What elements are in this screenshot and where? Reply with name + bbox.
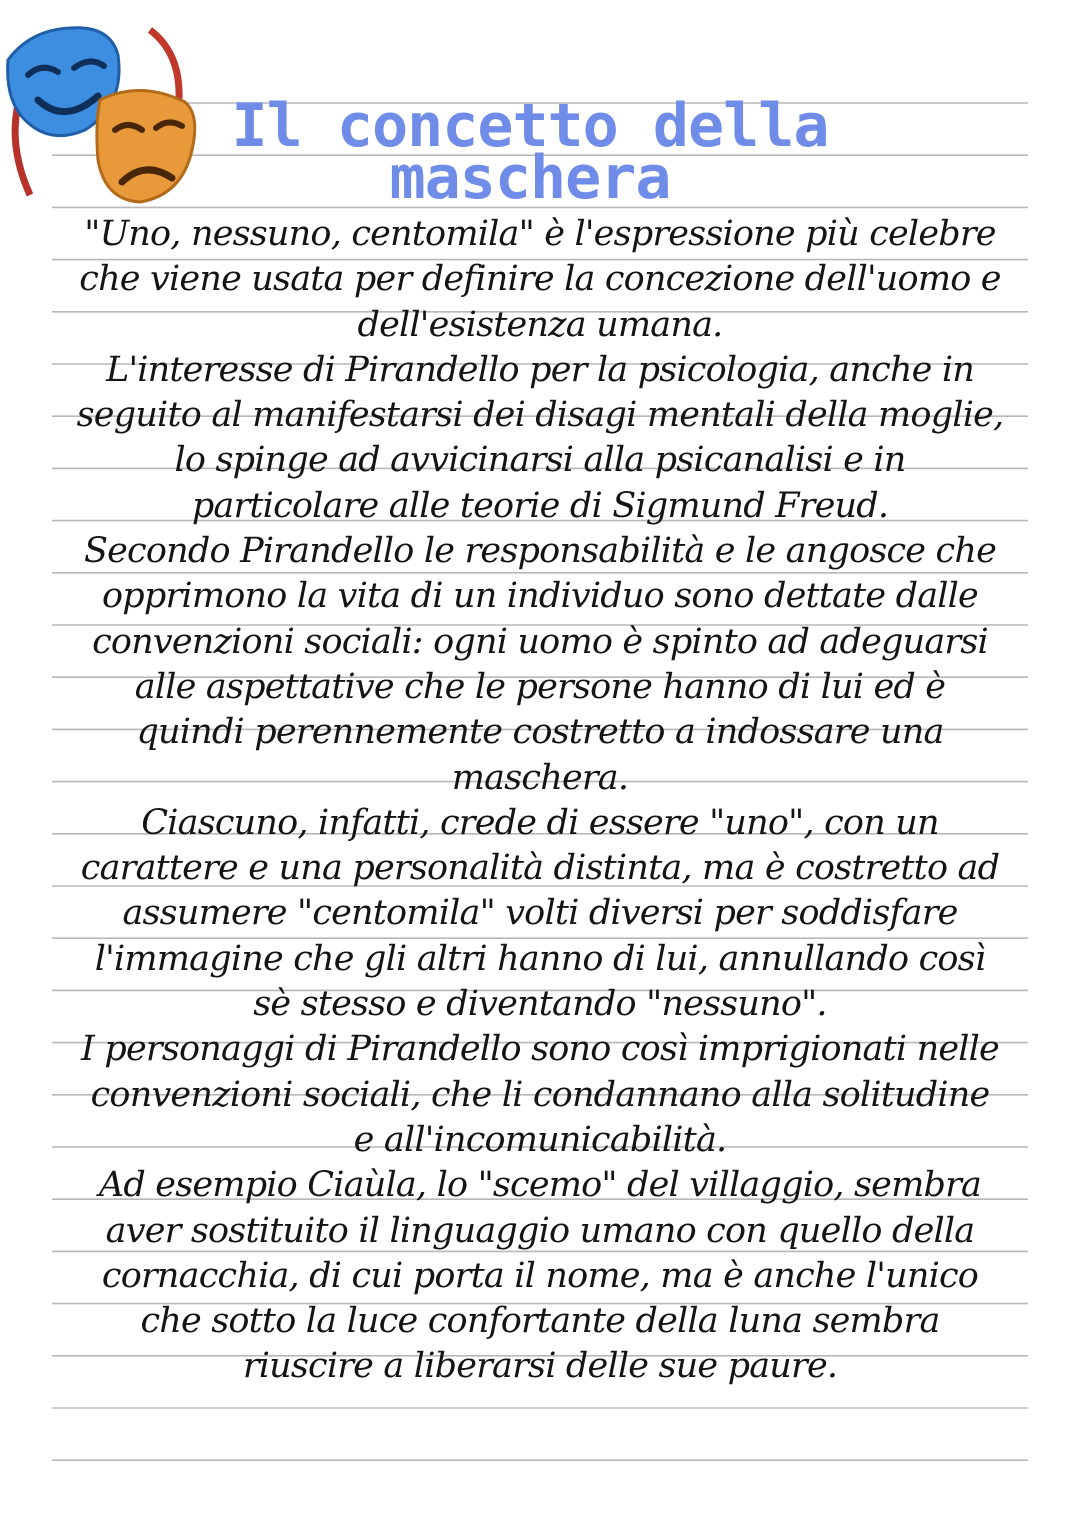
text-line: dell'esistenza umana.: [357, 304, 723, 345]
text-line: particolare alle teorie di Sigmund Freud.: [191, 485, 889, 526]
text-line: opprimono la vita di un individuo sono dettate dalle: [102, 576, 978, 617]
text-line: Ad esempio Ciaùla, lo "scemo" del villaggio, sembra: [98, 1165, 982, 1206]
text-line: cornacchia, di cui porta il nome, ma è anche l'unico: [101, 1255, 979, 1296]
text-line: riuscire a liberarsi delle sue paure.: [242, 1346, 838, 1387]
text-line: Secondo Pirandello le responsabilità e le angosce che: [83, 531, 997, 572]
text-line: alle aspettative che le persone hanno di lui ed è: [134, 666, 946, 707]
title-line-1: Il concetto della: [231, 91, 829, 161]
page-title: [170, 91, 890, 213]
text-line: e all'incomunicabilità.: [353, 1119, 727, 1160]
text-line: aver sostituito il linguaggio umano con quello della: [105, 1210, 975, 1251]
text-line: lo spinge ad avvicinarsi alla psicanalisi e in: [174, 440, 906, 481]
text-line: che viene usata per definire la concezione dell'uomo e: [79, 259, 1001, 300]
text-line: I personaggi di Pirandello sono così imprigionati nelle: [81, 1029, 999, 1070]
text-line: L'interesse di Pirandello per la psicologia, anche in: [106, 349, 974, 390]
title-line-2: maschera: [389, 143, 671, 213]
text-line: Ciascuno, infatti, crede di essere "uno", con un: [141, 802, 939, 843]
text-line: l'immagine che gli altri hanno di lui, annullando così: [94, 938, 986, 979]
text-line: assumere "centomila" volti diversi per soddisfare: [122, 893, 958, 934]
text-line: sè stesso e diventando "nessuno".: [253, 984, 827, 1025]
text-line: che sotto la luce confortante della luna sembra: [140, 1301, 940, 1342]
text-line: seguito al manifestarsi dei disagi mentali della moglie,: [76, 395, 1004, 436]
text-line: carattere e una personalità distinta, ma è costretto ad: [80, 848, 1000, 889]
text-line: maschera.: [451, 757, 629, 798]
text-line: convenzioni sociali: ogni uomo è spinto ad adeguarsi: [92, 621, 988, 662]
body-text: [22, 212, 1058, 1390]
text-line: quindi perennemente costretto a indossare una: [136, 712, 944, 753]
text-line: convenzioni sociali, che li condannano alla solitudine: [90, 1074, 990, 1115]
text-line: "Uno, nessuno, centomila" è l'espressione più celebre: [84, 214, 996, 254]
